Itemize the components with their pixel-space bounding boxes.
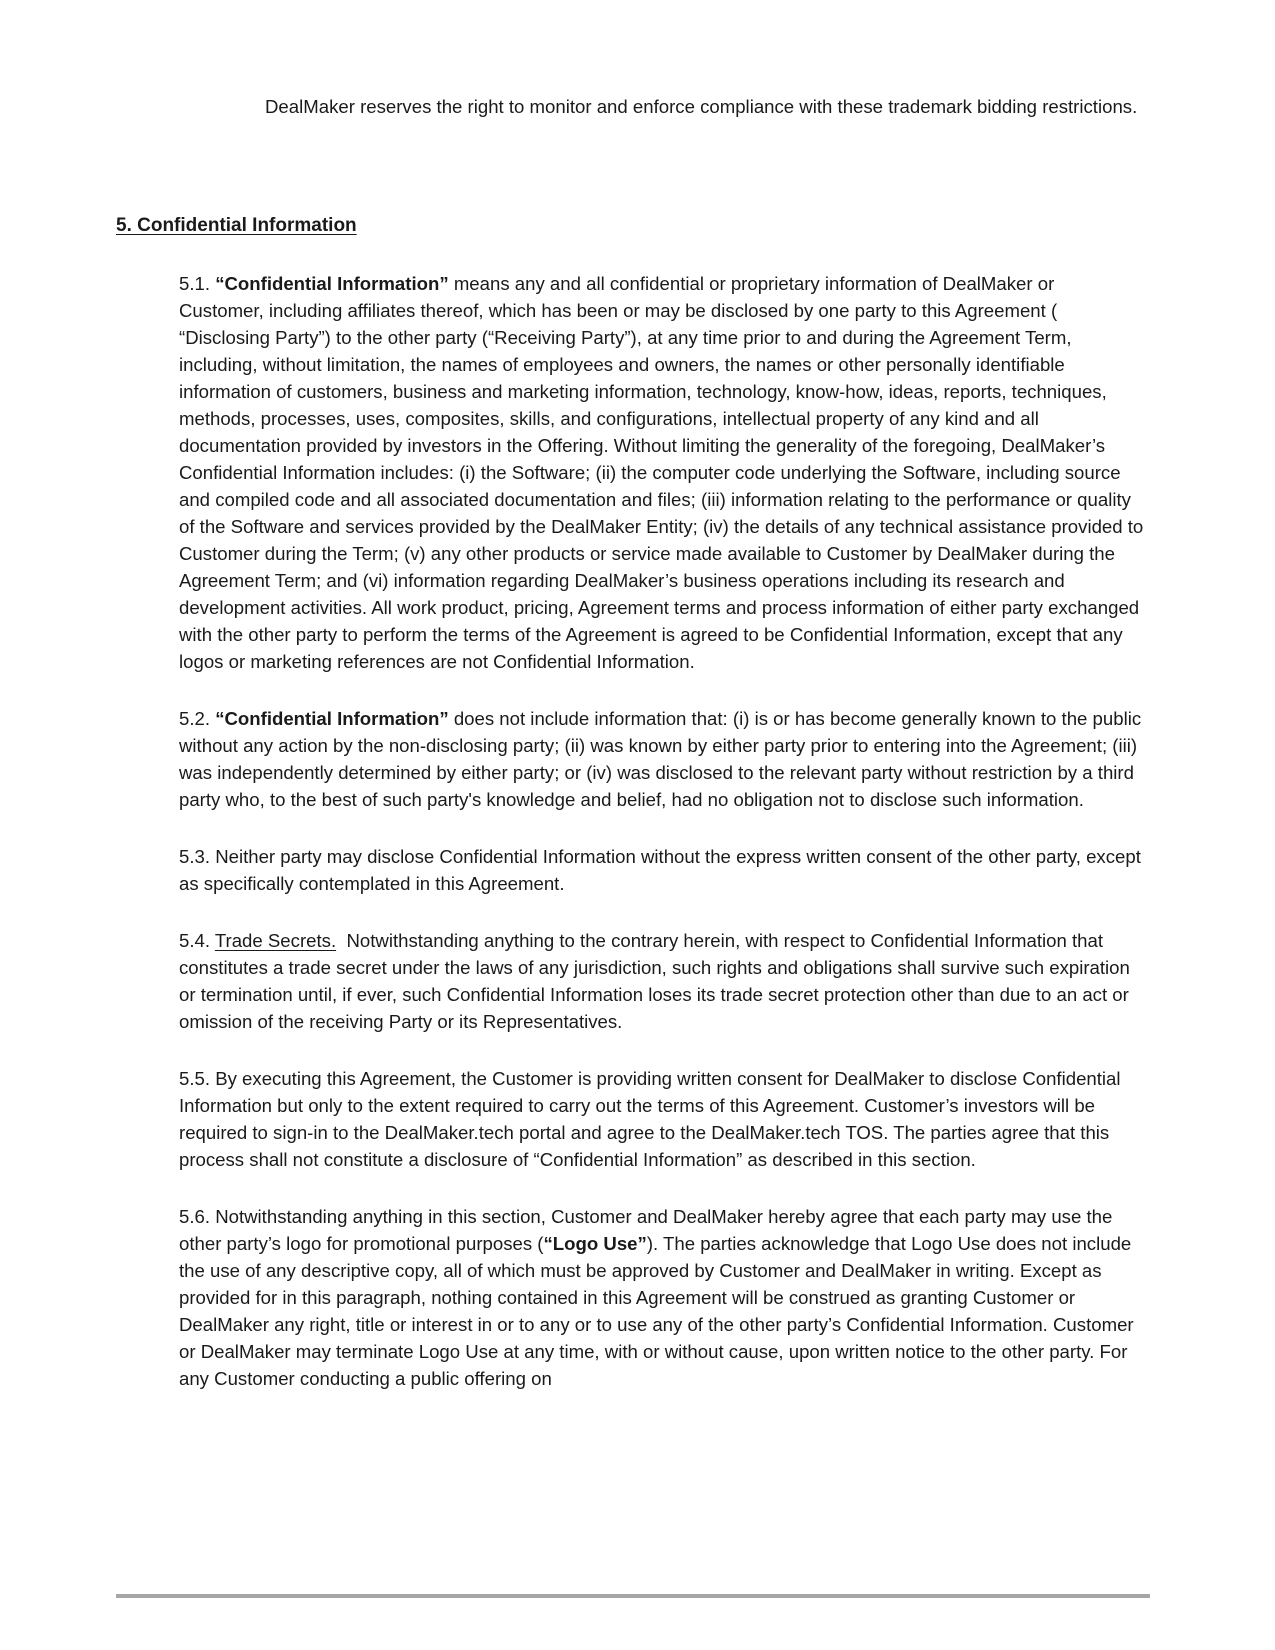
clause-number: 5.5. bbox=[179, 1068, 211, 1089]
clause-number: 5.1. bbox=[179, 273, 211, 294]
intro-paragraph: DealMaker reserves the right to monitor and enforce compliance with these trademark bidding restrictions. bbox=[265, 96, 1138, 117]
clause-number: 5.4. bbox=[179, 930, 211, 951]
clause-number: 5.6. bbox=[179, 1206, 211, 1227]
clause-5-2 bbox=[179, 705, 1144, 813]
clause-text: Notwithstanding anything to the contrary herein, with respect to Confidential Information that constitutes a trade secret under the laws of any jurisdiction, such rights and obligations shall survive such expiration or termination until, if ever, such Confidential Information loses its trade secret protection other than due to an act or omission of the receiving Party or its Representatives. bbox=[179, 930, 1130, 1032]
clause-5-5 bbox=[179, 1065, 1144, 1173]
clause-number: 5.2. bbox=[179, 708, 211, 729]
clause-text: does not include information that: (i) is or has become generally known to the public without any action by the non-disclosing party; (ii) was known by either party prior to entering into the Agreement; (iii) was independently determined by either party; or (iv) was disclosed to the relevant party without restriction by a third party who, to the best of such party's knowledge and belief, had no obligation not to disclose such information. bbox=[179, 708, 1142, 810]
clause-5-1 bbox=[179, 270, 1144, 675]
clause-5-3 bbox=[179, 843, 1144, 897]
clause-title: Trade Secrets. bbox=[214, 930, 337, 951]
clause-5-4 bbox=[179, 927, 1144, 1035]
clause-text-before: Notwithstanding anything in this section, Customer and DealMaker hereby agree that each party may use the other party’s logo for promotional purposes ( bbox=[179, 1206, 1113, 1254]
footer-divider bbox=[116, 1594, 1150, 1598]
defined-term: “Confidential Information” bbox=[215, 708, 449, 729]
defined-term: “Logo Use” bbox=[543, 1233, 647, 1254]
defined-term: “Confidential Information” bbox=[215, 273, 449, 294]
clause-text-after: ). The parties acknowledge that Logo Use does not include the use of any descriptive copy, all of which must be approved by Customer and DealMaker in writing. Except as provided for in this paragraph, nothing contained in this Agreement will be construed as granting Customer or DealMaker any right, title or interest in or to any or to use any of the other party’s Confidential Information. Customer or DealMaker may terminate Logo Use at any time, with or without cause, upon written notice to the other party. For any Customer conducting a public offering on bbox=[179, 1233, 1134, 1389]
clause-text: Neither party may disclose Confidential Information without the express written consent of the other party, except as specifically contemplated in this Agreement. bbox=[179, 846, 1141, 894]
section-heading: 5. Confidential Information bbox=[116, 215, 357, 236]
clause-number: 5.3. bbox=[179, 846, 211, 867]
clause-text: By executing this Agreement, the Customer is providing written consent for DealMaker to disclose Confidential Information but only to the extent required to carry out the terms of this Agreement. Customer’s investors will be required to sign-in to the DealMaker.tech portal and agree to the DealMaker.tech TOS. The parties agree that this process shall not constitute a disclosure of “Confidential Information” as described in this section. bbox=[179, 1068, 1121, 1170]
clause-5-6 bbox=[179, 1203, 1144, 1392]
clause-list bbox=[179, 270, 1144, 1422]
clause-text: means any and all confidential or proprietary information of DealMaker or Customer, including affiliates thereof, which has been or may be disclosed by one party to this Agreement ( “Disclosing Party”) to the other party (“Receiving Party”), at any time prior to and during the Agreement Term, including, without limitation, the names of employees and owners, the names or other personally identifiable information of customers, business and marketing information, technology, know-how, ideas, reports, techniques, methods, processes, uses, composites, skills, and configurations, intellectual property of any kind and all documentation provided by investors in the Offering. Without limiting the generality of the foregoing, DealMaker’s Confidential Information includes: (i) the Software; (ii) the computer code underlying the Software, including source and compiled code and all associated documentation and files; (iii) information relating to the performance or quality of the Software and services provided by the DealMaker Entity; (iv) the details of any technical assistance provided to Customer during the Term; (v) any other products or service made available to Customer by DealMaker during the Agreement Term; and (vi) information regarding DealMaker’s business operations including its research and development activities. All work product, pricing, Agreement terms and process information of either party exchanged with the other party to perform the terms of the Agreement is agreed to be Confidential Information, except that any logos or marketing references are not Confidential Information. bbox=[179, 273, 1144, 672]
